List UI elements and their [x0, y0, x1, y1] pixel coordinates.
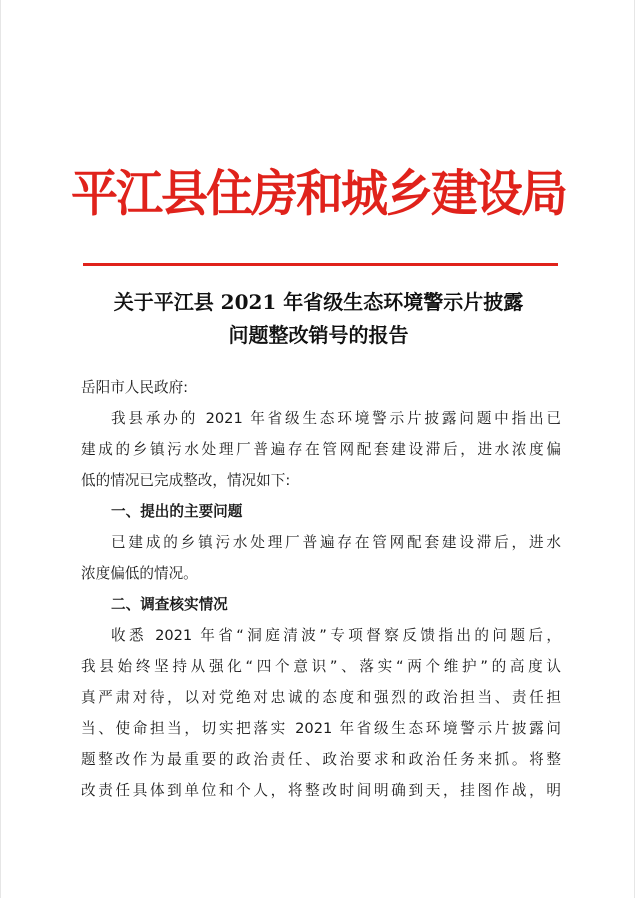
document-title	[61, 286, 576, 352]
section-2-line-1: 收悉 2021 年省“洞庭清波”专项督察反馈指出的问题后，	[111, 627, 561, 644]
section-1-line-1: 已建成的乡镇污水处理厂普遍存在管网配套建设滞后，进水	[111, 534, 561, 551]
red-divider-line	[83, 263, 558, 266]
section-2-heading: 二、调查核实情况	[111, 596, 228, 613]
section-2-line-2: 我县始终坚持从强化“四个意识”、落实“两个维护”的高度认	[81, 658, 561, 675]
document-body	[81, 372, 561, 806]
document-title-line-2: 问题整改销号的报告	[228, 323, 409, 347]
paragraph-1-line-1: 我县承办的 2021 年省级生态环境警示片披露问题中指出已	[111, 410, 561, 427]
section-1-heading: 一、提出的主要问题	[111, 503, 243, 520]
section-2-line-5: 题整改作为最重要的政治责任、政治要求和政治任务来抓。将整	[81, 751, 561, 768]
section-2-line-4: 当、使命担当，切实把落实 2021 年省级生态环境警示片披露问	[81, 720, 561, 737]
section-2-line-6: 改责任具体到单位和个人，将整改时间明确到天，挂图作战，明	[81, 782, 561, 799]
section-1-line-2: 浓度偏低的情况。	[81, 565, 198, 582]
paragraph-1-line-3: 低的情况已完成整改，情况如下:	[81, 472, 291, 489]
salutation: 岳阳市人民政府:	[81, 379, 189, 396]
masthead-title: 平江县住房和城乡建设局	[71, 165, 566, 224]
paragraph-1-line-2: 建成的乡镇污水处理厂普遍存在管网配套建设滞后，进水浓度偏	[81, 441, 561, 458]
section-2-line-3: 真严肃对待，以对党绝对忠诚的态度和强烈的政治担当、责任担	[81, 689, 561, 706]
document-title-line-1: 关于平江县 2021 年省级生态环境警示片披露	[113, 290, 524, 314]
